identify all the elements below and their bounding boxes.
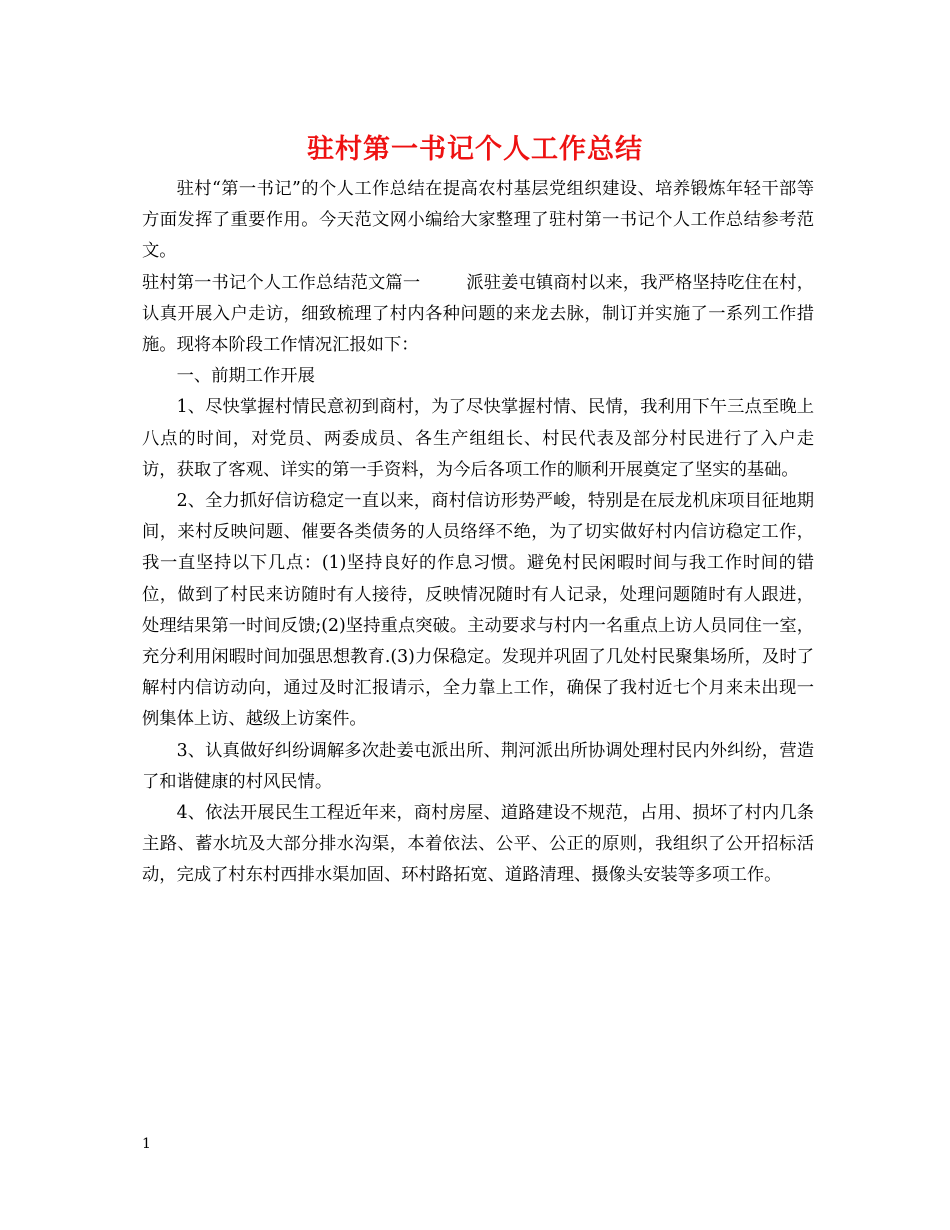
- item-paragraph-4: 4、依法开展民生工程近年来，商村房屋、道路建设不规范，占用、损坏了村内几条主路、蓄水坑及大部分排水沟渠，本着依法、公平、公正的原则，我组织了公开招标活动，完成了村东村西排水渠加固、环村路拓宽、道路清理、摄像头安装等多项工作。: [142, 803, 814, 886]
- item-paragraph-3: 3、认真做好纠纷调解多次赴姜屯派出所、荆河派出所协调处理村民内外纠纷，营造了和谐健康的村风民情。: [142, 740, 814, 792]
- sample-paragraph: [142, 268, 814, 362]
- intro-paragraph: 驻村“第一书记”的个人工作总结在提高农村基层党组织建设、培养锻炼年轻干部等方面发挥了重要作用。今天范文网小编给大家整理了驻村第一书记个人工作总结参考范文。: [142, 179, 814, 262]
- page-number: 1: [142, 1136, 151, 1152]
- item-paragraph-1: 1、尽快掌握村情民意初到商村，为了尽快掌握村情、民情，我利用下午三点至晚上八点的时间，对党员、两委成员、各生产组组长、村民代表及部分村民进行了入户走访，获取了客观、详实的第一手资料，为今后各项工作的顺利开展奠定了坚实的基础。: [142, 397, 814, 480]
- sample-opening: 派驻姜屯镇商村以来，我严格坚持吃住在村，认真开展入户走访，细致梳理了村内各种问题的来龙去脉，制订并实施了一系列工作措施。现将本阶段工作情况汇报如下：: [142, 272, 814, 356]
- section-heading: 一、前期工作开展: [176, 366, 315, 387]
- sample-heading: 驻村第一书记个人工作总结范文篇一: [142, 272, 421, 293]
- item-paragraph-2: 2、全力抓好信访稳定一直以来，商村信访形势严峻，特别是在辰龙机床项目征地期间，来村反映问题、催要各类债务的人员络绎不绝，为了切实做好村内信访稳定工作，我一直坚持以下几点：(1)坚持良好的作息习惯。避免村民闲暇时间与我工作时间的错位，做到了村民来访随时有人接待，反映情况随时有人记录，处理问题随时有人跟进，处理结果第一时间反馈;(2)坚持重点突破。主动要求与村内一名重点上访人员同住一室，充分利用闲暇时间加强思想教育.(3)力保稳定。发现并巩固了几处村民聚集场所，及时了解村内信访动向，通过及时汇报请示，全力靠上工作，确保了我村近七个月来未出现一例集体上访、越级上访案件。: [142, 491, 814, 730]
- document-title: 驻村第一书记个人工作总结: [307, 134, 643, 165]
- document-body: [142, 174, 814, 892]
